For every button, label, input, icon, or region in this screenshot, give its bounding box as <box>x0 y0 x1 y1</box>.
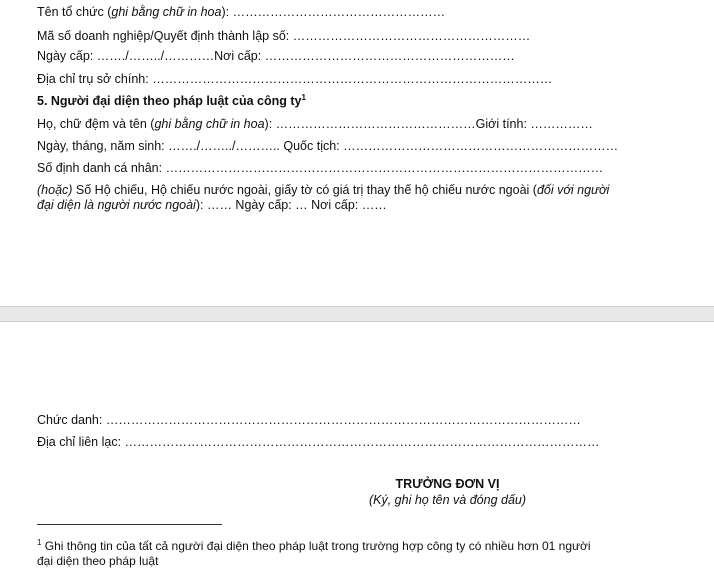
nationality-blank: ………………………………………………………… <box>343 139 619 153</box>
footnote-mark: 1 <box>37 538 42 547</box>
document-page-2 <box>0 322 714 588</box>
page-separator <box>0 306 714 322</box>
signer-note: (Ký, ghi họ tên và đóng dấu) <box>368 493 527 507</box>
section-5-heading: 5. Người đại diện theo pháp luật của công $ty^1$ <box>37 92 306 108</box>
footnote-separator <box>37 524 222 525</box>
full-name-blank: ………………………………………… <box>275 117 476 131</box>
hq-address-line: Địa chỉ trụ sở chính: …………………………………………………………………………………… <box>37 72 553 86</box>
passport-line-2: đại diện là người nước ngoài): …… Ngày cấp: … Nơi cấp: …… <box>37 198 387 212</box>
full-name-line: Họ, chữ đệm và tên (ghi bằng chữ in hoa): …………………………………………Giới tính: …………… <box>37 117 593 131</box>
footnote-line-2: đại diện theo pháp luật <box>37 554 159 568</box>
org-name-blank: …………………………………………… <box>232 5 446 19</box>
gender-blank: …………… <box>530 117 593 131</box>
org-name-line: Tên tổ chức (ghi bằng chữ in hoa): …………………………………………… <box>37 5 446 19</box>
personal-id-line: Số định danh cá nhân: …………………………………………………………………………………………… <box>37 161 604 175</box>
issue-place-blank: …………………………………………………… <box>264 49 515 63</box>
contact-address-line: Địa chỉ liên lạc: …………………………………………………………………………………………………… <box>37 435 600 449</box>
business-code-line: Mã số doanh nghiệp/Quyết định thành lập số: ………………………………………………… <box>37 29 531 43</box>
signer-title: TRƯỞNG ĐƠN VỊ <box>395 477 500 491</box>
issue-date-line: Ngày cấp: ……./……../…………Nơi cấp: …………………………………………………… <box>37 49 515 63</box>
hq-address-blank: …………………………………………………………………………………… <box>152 72 553 86</box>
business-code-blank: ………………………………………………… <box>292 29 531 43</box>
footnote-line-1: $^1$ Ghi thông tin của tất cả người đại diện theo pháp luật trong trường hợp công ty có nhiều hơn 01 người <box>37 538 591 553</box>
passport-line-1: (hoặc) Số Hộ chiếu, Hộ chiếu nước ngoài, giấy tờ có giá trị thay thế hộ chiếu nước ngoài (đối với người <box>37 183 610 197</box>
personal-id-blank: …………………………………………………………………………………………… <box>165 161 604 175</box>
contact-address-blank: …………………………………………………………………………………………………… <box>124 435 600 449</box>
dob-line: Ngày, tháng, năm sinh: ……./……../……….. Quốc tịch: ………………………………………………………… <box>37 139 619 153</box>
position-title-blank: …………………………………………………………………………………………………… <box>105 413 581 427</box>
position-title-line: Chức danh: …………………………………………………………………………………………………… <box>37 413 581 427</box>
footnote-ref: 1 <box>301 92 306 102</box>
